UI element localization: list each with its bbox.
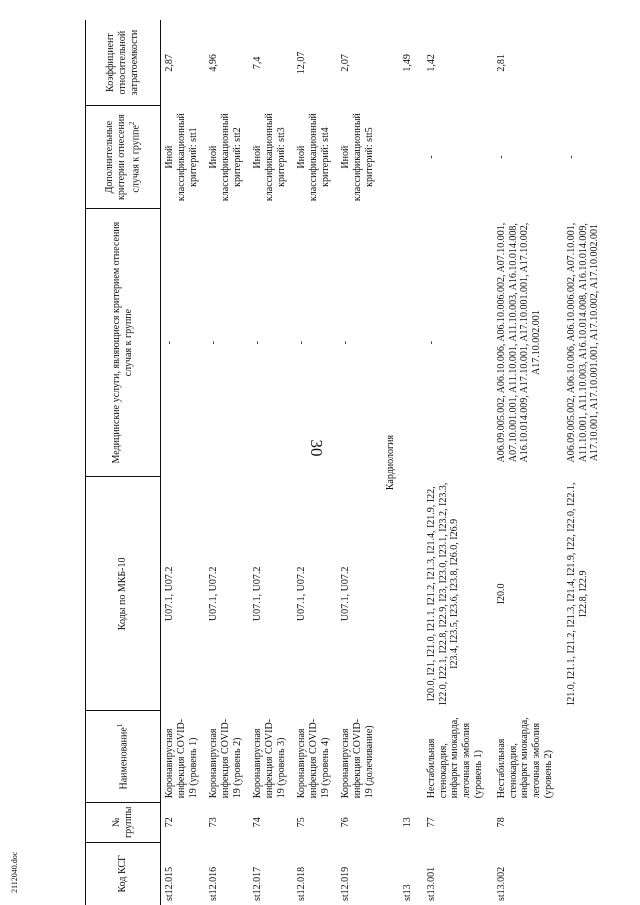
cell-mkb: U07.1, U07.2 [208,566,219,622]
cell-num: 72 [164,817,175,828]
cell-code [563,842,633,905]
table-row [563,20,633,905]
cell-mkb: I21.0, I21.1, I21.2, I21.3, I21.4, I21.9, I22, I22.0, I22.1, I22.8, I22.9 [565,482,589,706]
cell-services: - [164,340,175,345]
cell-coef [563,20,633,106]
cell-name: Коронавирусная инфекция COVID-19 (уровень 4) [296,718,331,799]
header-mkb: Коды по МКБ-10 [86,477,161,711]
cell-mkb: U07.1, U07.2 [296,566,307,622]
footnote-mark: 1 [115,723,124,728]
header-name: Наименование$^1$ [86,711,161,802]
cell-mkb: U07.1, U07.2 [164,566,175,622]
cell-code: st12.019 [340,866,351,901]
cell-num: 75 [296,817,307,828]
cell-code: st13.001 [425,866,437,901]
cell-name: Нестабильная стенокардия, инфаркт миокарда, легочная эмболия (уровень 2) [495,717,554,799]
table-row [205,20,249,905]
cell-mkb: I20.0 [495,583,507,605]
header-services: Медицинские услуги, являющиеся критерием отнесения случая к группе [86,208,161,476]
section-title: Кардиология [385,434,396,491]
header-group-no: № группы [86,802,161,842]
cell-code: st12.017 [252,866,263,901]
cell-services: - [208,340,219,345]
page-number: 30 [307,439,326,457]
cell-coef: 12,07 [296,51,307,75]
table-row [423,20,493,905]
ksg-table-container [85,20,601,905]
table-row [493,20,563,905]
cell-criteria: - [565,155,577,159]
table-row [161,20,206,905]
header-coef: Коэффициент относительной затратоемкости [86,20,161,106]
table-row [337,20,381,905]
cell-num: 78 [495,817,507,828]
table-row [293,20,337,905]
cell-num: 73 [208,817,219,828]
cell-services: A06.09.005.002, A06.10.006, A06.10.006.002, A07.10.001, A07.10.001.001, A11.10.001, A11.10.003, A16.10.014.008, A16.10.014.009, A17.10.001, A17.10.001.001, A17.10.002, A17.10.002.001 [495,222,543,463]
cell-num: 76 [340,817,351,828]
cell-services: - [252,340,263,345]
section-title-row [381,20,399,905]
cell-services: A06.09.005.002, A06.10.006, A06.10.006.002, A07.10.001, A11.10.001, A11.10.003, A16.10.014.008, A16.10.014.009, A17.10.001, A17.10.001.001, A17.10.002, A17.10.002.001 [565,222,601,463]
cell-services: - [425,340,437,345]
cell-mkb: U07.1, U07.2 [340,566,351,622]
cell-code: st13.002 [495,866,507,901]
cell-criteria: - [495,155,507,159]
cell-code: st12.016 [208,866,219,901]
cell-name: Нестабильная стенокардия, инфаркт миокарда, легочная эмболия (уровень 1) [425,717,484,799]
cell-criteria: Иной классификационный критерий: stt4 [296,113,331,202]
cell-mkb: U07.1, U07.2 [252,566,263,622]
cell-coef: 2,87 [164,54,175,72]
ksg-table [85,20,633,905]
cell-num: 13 [401,817,413,828]
cell-name [563,711,633,802]
header-ksg-code: Код КСГ [86,842,161,905]
cell-criteria: Иной классификационный критерий: stt3 [252,113,287,202]
cell-name: Коронавирусная инфекция COVID-19 (уровень 1) [164,718,199,799]
cell-criteria: Иной классификационный критерий: stt2 [208,113,243,202]
cell-services: - [340,340,351,345]
section-row [399,20,423,905]
cell-name: Коронавирусная инфекция COVID-19 (уровень 2) [208,718,243,799]
cell-coef: 1,42 [425,54,437,72]
cell-coef: 2,81 [495,54,507,72]
footnote-mark: 2 [127,121,136,126]
cell-name: Коронавирусная инфекция COVID-19 (долечивание) [340,718,375,799]
cell-services: - [296,340,307,345]
footer-filename: 2112040.doc [10,851,19,893]
cell-code: st13 [401,884,413,901]
cell-num: 77 [425,817,437,828]
cell-criteria: Иной классификационный критерий: stt1 [164,113,199,202]
cell-code: st12.015 [164,866,175,901]
table-header-row [86,20,161,905]
cell-coef: 4,96 [208,54,219,72]
cell-criteria: - [425,155,437,159]
table-row [249,20,293,905]
cell-coef: 7,4 [252,56,263,70]
header-criteria: Дополнительные критерии отнесения случая к группе$^2$ [86,106,161,209]
cell-coef: 2,07 [340,54,351,72]
cell-num [563,802,633,842]
cell-name: Коронавирусная инфекция COVID-19 (уровень 3) [252,718,287,799]
cell-mkb: I20.0, I21, I21.0, I21.1, I21.2, I21.3, I21.4, I21.9, I22, I22.0, I22.1, I22.8, I22.9, I23, I23.0, I23.1, I23.2, I23.3, I23.4, I23.5, I23.6, I23.8, I26.0, I26.9 [425,482,461,706]
cell-coef: 1,49 [401,54,413,72]
cell-num: 74 [252,817,263,828]
cell-code: st12.018 [296,866,307,901]
cell-criteria: Иной классификационный критерий: stt5 [340,113,375,202]
